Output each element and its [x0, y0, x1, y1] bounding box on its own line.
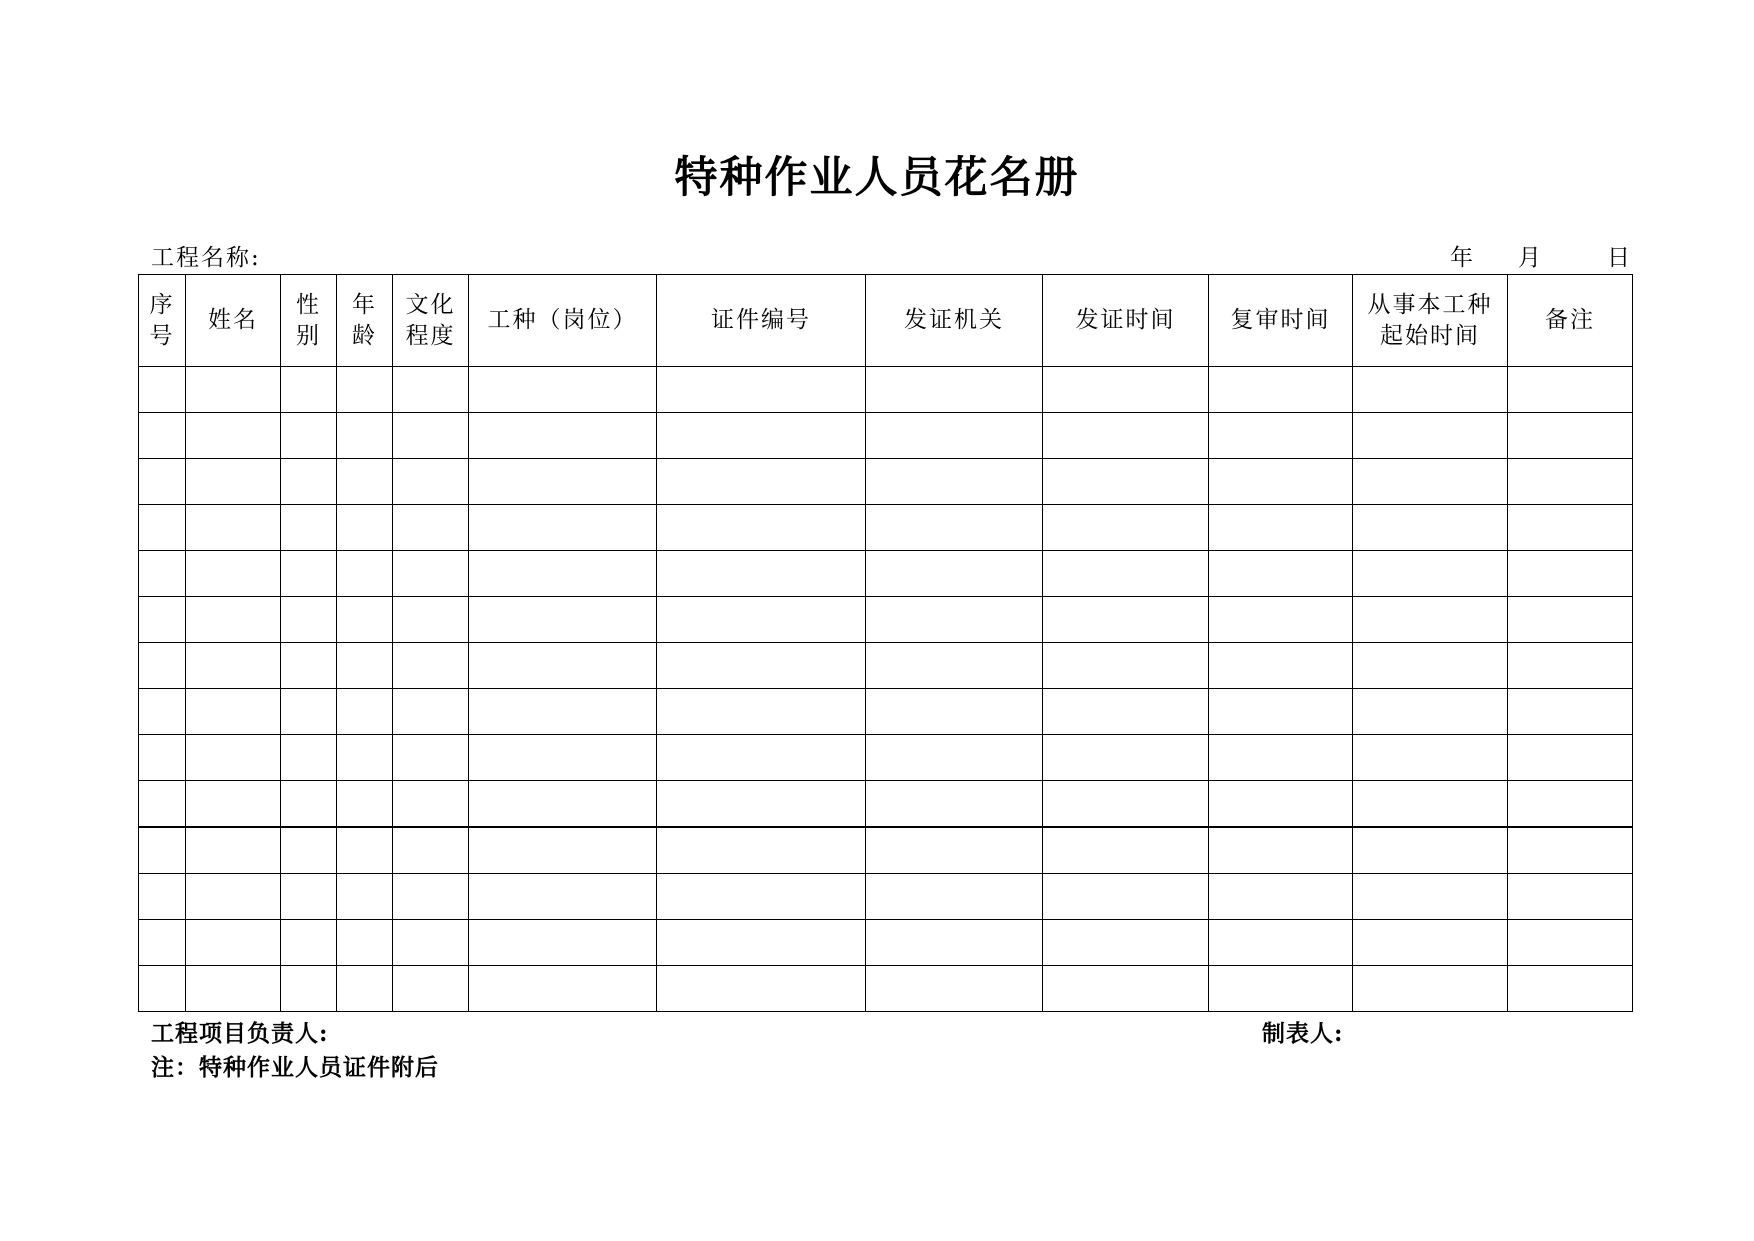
table-cell[interactable]	[1043, 827, 1209, 874]
table-cell[interactable]	[657, 874, 866, 920]
table-cell[interactable]	[139, 459, 186, 505]
table-cell[interactable]	[139, 781, 186, 828]
table-cell[interactable]	[337, 413, 393, 459]
header-certificate-number: 证件编号	[657, 275, 866, 367]
table-cell[interactable]	[281, 413, 337, 459]
table-cell[interactable]	[866, 459, 1043, 505]
table-cell[interactable]	[1353, 920, 1508, 966]
table-row	[139, 505, 1633, 551]
table-cell[interactable]	[393, 735, 469, 781]
header-gender: 性 别	[281, 275, 337, 367]
table-cell[interactable]	[1353, 551, 1508, 597]
table-cell[interactable]	[186, 920, 281, 966]
table-cell[interactable]	[1508, 827, 1633, 874]
table-cell[interactable]	[337, 643, 393, 689]
table-row	[139, 781, 1633, 828]
date-year-label: 年	[1450, 245, 1473, 271]
header-job-type: 工种（岗位）	[469, 275, 657, 367]
table-cell[interactable]	[1508, 966, 1633, 1012]
table-cell[interactable]	[1043, 920, 1209, 966]
table-cell[interactable]	[469, 505, 657, 551]
table-cell[interactable]	[866, 689, 1043, 735]
table-cell[interactable]	[866, 367, 1043, 413]
table-cell[interactable]	[186, 367, 281, 413]
table-row	[139, 966, 1633, 1012]
header-education: 文化 程度	[393, 275, 469, 367]
table-cell[interactable]	[337, 505, 393, 551]
table-cell[interactable]	[337, 781, 393, 828]
table-cell[interactable]	[1043, 413, 1209, 459]
table-cell[interactable]	[1508, 367, 1633, 413]
table-cell[interactable]	[657, 735, 866, 781]
table-cell[interactable]	[866, 735, 1043, 781]
table-cell[interactable]	[337, 367, 393, 413]
table-cell[interactable]	[281, 689, 337, 735]
table-cell[interactable]	[186, 597, 281, 643]
table-cell[interactable]	[337, 735, 393, 781]
table-cell[interactable]	[866, 920, 1043, 966]
table-cell[interactable]	[1209, 505, 1353, 551]
footer-note: 注：特种作业人员证件附后	[151, 1054, 439, 1081]
table-cell[interactable]	[139, 966, 186, 1012]
table-cell[interactable]	[866, 874, 1043, 920]
table-cell[interactable]	[337, 459, 393, 505]
table-cell[interactable]	[139, 597, 186, 643]
table-cell[interactable]	[186, 505, 281, 551]
table-cell[interactable]	[1043, 597, 1209, 643]
table-cell[interactable]	[469, 459, 657, 505]
table-cell[interactable]	[281, 505, 337, 551]
table-row	[139, 367, 1633, 413]
table-cell[interactable]	[469, 413, 657, 459]
table-cell[interactable]	[1508, 505, 1633, 551]
table-cell[interactable]	[866, 643, 1043, 689]
table-cell[interactable]	[186, 827, 281, 874]
table-cell[interactable]	[469, 367, 657, 413]
table-cell[interactable]	[1508, 459, 1633, 505]
table-cell[interactable]	[1209, 827, 1353, 874]
table-cell[interactable]	[337, 920, 393, 966]
table-row	[139, 920, 1633, 966]
project-name-label: 工程名称:	[151, 245, 261, 271]
table-cell[interactable]	[866, 597, 1043, 643]
header-row	[139, 275, 1633, 367]
table-row	[139, 689, 1633, 735]
table-cell[interactable]	[469, 735, 657, 781]
table-cell[interactable]	[139, 551, 186, 597]
table-cell[interactable]	[393, 643, 469, 689]
table-cell[interactable]	[337, 597, 393, 643]
table-cell[interactable]	[139, 874, 186, 920]
table-cell[interactable]	[186, 781, 281, 828]
table-row	[139, 874, 1633, 920]
table-cell[interactable]	[186, 735, 281, 781]
table-cell[interactable]	[1353, 505, 1508, 551]
table-cell[interactable]	[1508, 920, 1633, 966]
table-row	[139, 643, 1633, 689]
table-cell[interactable]	[1043, 551, 1209, 597]
table-cell[interactable]	[1043, 505, 1209, 551]
header-review-date: 复审时间	[1209, 275, 1353, 367]
table-cell[interactable]	[1508, 781, 1633, 828]
table-cell[interactable]	[281, 735, 337, 781]
table-cell[interactable]	[139, 827, 186, 874]
preparer-label: 制表人:	[1262, 1020, 1344, 1047]
table-cell[interactable]	[1353, 735, 1508, 781]
table-cell[interactable]	[657, 966, 866, 1012]
table-cell[interactable]	[1209, 735, 1353, 781]
page-title: 特种作业人员花名册	[674, 153, 1080, 203]
table-cell[interactable]	[1508, 874, 1633, 920]
table-cell[interactable]	[393, 459, 469, 505]
table-cell[interactable]	[657, 689, 866, 735]
table-cell[interactable]	[657, 551, 866, 597]
table-cell[interactable]	[139, 735, 186, 781]
table-cell[interactable]	[469, 966, 657, 1012]
table-cell[interactable]	[657, 920, 866, 966]
table-cell[interactable]	[1209, 413, 1353, 459]
table-cell[interactable]	[186, 413, 281, 459]
table-cell[interactable]	[1508, 643, 1633, 689]
table-cell[interactable]	[281, 966, 337, 1012]
table-row	[139, 735, 1633, 781]
header-name: 姓名	[186, 275, 281, 367]
table-cell[interactable]	[1508, 551, 1633, 597]
table-cell[interactable]	[1209, 597, 1353, 643]
table-cell[interactable]	[1043, 367, 1209, 413]
table-cell[interactable]	[866, 505, 1043, 551]
table-cell[interactable]	[1508, 735, 1633, 781]
roster-table	[138, 274, 1633, 1012]
table-cell[interactable]	[657, 505, 866, 551]
table-cell[interactable]	[657, 781, 866, 828]
table-cell[interactable]	[393, 597, 469, 643]
table-cell[interactable]	[1043, 966, 1209, 1012]
table-cell[interactable]	[1508, 413, 1633, 459]
roster-body	[139, 367, 1633, 1012]
table-cell[interactable]	[337, 689, 393, 735]
table-cell[interactable]	[337, 966, 393, 1012]
table-cell[interactable]	[1508, 689, 1633, 735]
table-cell[interactable]	[186, 689, 281, 735]
table-cell[interactable]	[866, 413, 1043, 459]
table-cell[interactable]	[186, 874, 281, 920]
table-cell[interactable]	[393, 505, 469, 551]
table-cell[interactable]	[1353, 367, 1508, 413]
table-cell[interactable]	[657, 597, 866, 643]
table-cell[interactable]	[469, 920, 657, 966]
table-cell[interactable]	[657, 413, 866, 459]
table-cell[interactable]	[469, 551, 657, 597]
table-cell[interactable]	[866, 966, 1043, 1012]
table-cell[interactable]	[1209, 689, 1353, 735]
table-cell[interactable]	[1209, 920, 1353, 966]
table-cell[interactable]	[1353, 597, 1508, 643]
table-cell[interactable]	[866, 827, 1043, 874]
header-serial: 序 号	[139, 275, 186, 367]
header-remarks: 备注	[1508, 275, 1633, 367]
header-issue-date: 发证时间	[1043, 275, 1209, 367]
table-cell[interactable]	[281, 459, 337, 505]
table-cell[interactable]	[657, 643, 866, 689]
table-cell[interactable]	[1353, 643, 1508, 689]
table-row	[139, 827, 1633, 874]
table-cell[interactable]	[469, 827, 657, 874]
table-cell[interactable]	[186, 966, 281, 1012]
table-cell[interactable]	[657, 367, 866, 413]
date-month-label: 月	[1518, 245, 1541, 271]
table-cell[interactable]	[281, 551, 337, 597]
table-cell[interactable]	[1209, 643, 1353, 689]
table-cell[interactable]	[1209, 966, 1353, 1012]
table-cell[interactable]	[281, 367, 337, 413]
table-row	[139, 597, 1633, 643]
table-cell[interactable]	[393, 966, 469, 1012]
table-cell[interactable]	[281, 597, 337, 643]
table-cell[interactable]	[393, 781, 469, 828]
table-cell[interactable]	[1353, 413, 1508, 459]
table-cell[interactable]	[657, 459, 866, 505]
table-cell[interactable]	[1209, 551, 1353, 597]
table-cell[interactable]	[281, 643, 337, 689]
table-cell[interactable]	[281, 920, 337, 966]
table-cell[interactable]	[1043, 689, 1209, 735]
table-cell[interactable]	[866, 781, 1043, 828]
table-cell[interactable]	[1209, 874, 1353, 920]
header-age: 年 龄	[337, 275, 393, 367]
table-cell[interactable]	[1043, 735, 1209, 781]
table-row	[139, 551, 1633, 597]
table-cell[interactable]	[469, 597, 657, 643]
table-cell[interactable]	[337, 874, 393, 920]
table-cell[interactable]	[469, 874, 657, 920]
table-cell[interactable]	[1508, 597, 1633, 643]
table-cell[interactable]	[337, 551, 393, 597]
table-cell[interactable]	[139, 367, 186, 413]
table-cell[interactable]	[281, 874, 337, 920]
table-cell[interactable]	[393, 413, 469, 459]
table-cell[interactable]	[186, 643, 281, 689]
table-cell[interactable]	[1353, 874, 1508, 920]
table-cell[interactable]	[657, 827, 866, 874]
table-cell[interactable]	[1209, 459, 1353, 505]
table-cell[interactable]	[1353, 459, 1508, 505]
table-cell[interactable]	[1353, 827, 1508, 874]
table-cell[interactable]	[393, 874, 469, 920]
table-cell[interactable]	[1209, 781, 1353, 828]
table-cell[interactable]	[1209, 367, 1353, 413]
table-cell[interactable]	[1043, 781, 1209, 828]
table-cell[interactable]	[1043, 459, 1209, 505]
table-cell[interactable]	[393, 367, 469, 413]
table-cell[interactable]	[186, 551, 281, 597]
table-cell[interactable]	[393, 689, 469, 735]
header-issuing-authority: 发证机关	[866, 275, 1043, 367]
table-cell[interactable]	[139, 643, 186, 689]
table-cell[interactable]	[281, 827, 337, 874]
table-cell[interactable]	[1043, 643, 1209, 689]
table-cell[interactable]	[469, 643, 657, 689]
table-cell[interactable]	[139, 920, 186, 966]
table-cell[interactable]	[1353, 966, 1508, 1012]
table-cell[interactable]	[337, 827, 393, 874]
table-cell[interactable]	[469, 781, 657, 828]
table-row	[139, 413, 1633, 459]
table-cell[interactable]	[139, 413, 186, 459]
table-cell[interactable]	[1353, 689, 1508, 735]
table-cell[interactable]	[393, 920, 469, 966]
date-line	[1450, 243, 1630, 273]
table-cell[interactable]	[393, 827, 469, 874]
header-start-date: 从事本工种 起始时间	[1353, 275, 1508, 367]
table-row	[139, 459, 1633, 505]
table-cell[interactable]	[281, 781, 337, 828]
table-cell[interactable]	[393, 551, 469, 597]
table-cell[interactable]	[1353, 781, 1508, 828]
table-cell[interactable]	[1043, 874, 1209, 920]
date-day-label: 日	[1607, 245, 1630, 271]
table-cell[interactable]	[186, 459, 281, 505]
table-cell[interactable]	[866, 551, 1043, 597]
project-responsible-label: 工程项目负责人:	[151, 1020, 329, 1047]
table-cell[interactable]	[139, 505, 186, 551]
table-cell[interactable]	[469, 689, 657, 735]
table-cell[interactable]	[139, 689, 186, 735]
